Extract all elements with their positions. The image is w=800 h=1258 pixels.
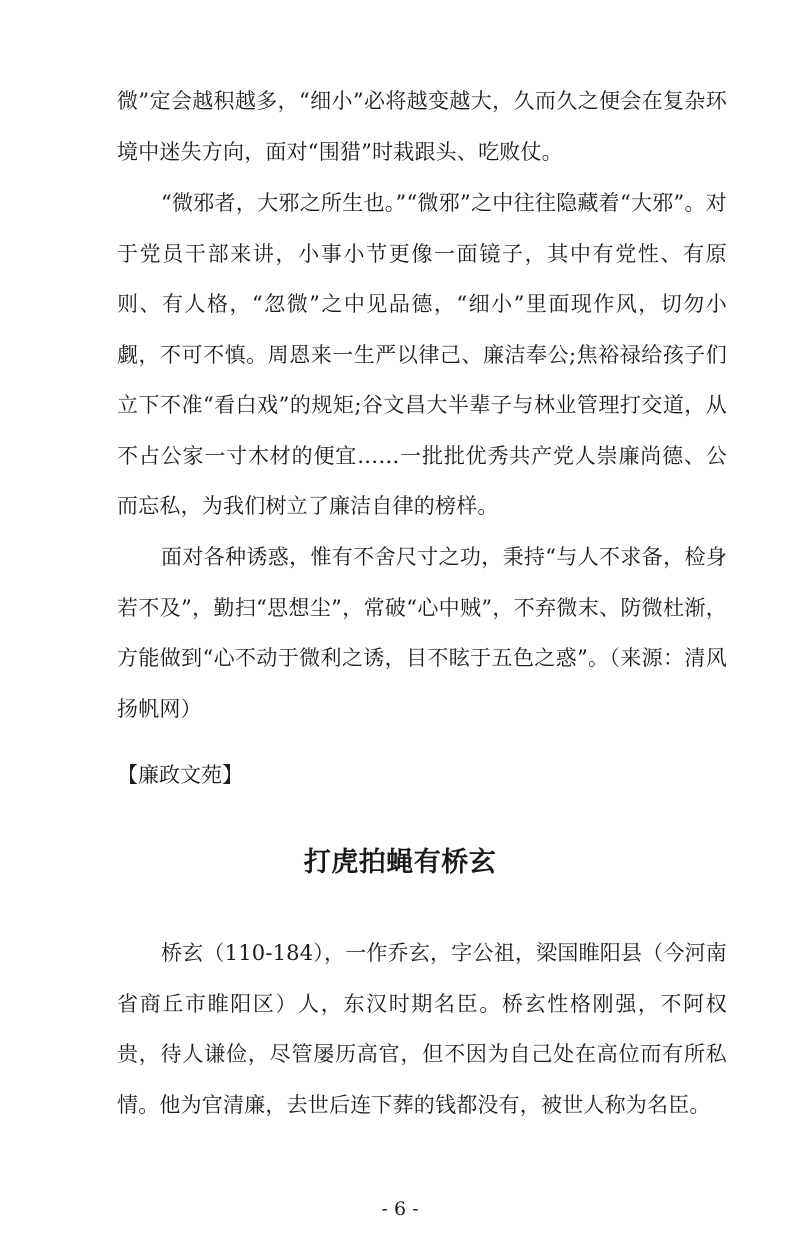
section-label: 【廉政文苑】 [117, 763, 243, 787]
page-number: - 6 - [381, 1198, 419, 1220]
body-paragraph-3: 面对各种诱惑，惟有不舍尺寸之功，秉持“与人不求备，检身若不及”，勤扫“思想尘”，常破“心中贼”，不弃微末、防微杜渐，方能做到“心不动于微利之诱，目不眩于五色之惑”。（来源：清风扬帆网） [117, 545, 727, 721]
article-title: 打虎拍蝇有桥玄 [303, 847, 497, 878]
body-paragraph-1: 微”定会越积越多，“细小”必将越变越大，久而久之便会在复杂环境中迷失方向，面对“围猎”时栽跟头、吃败仗。 [117, 89, 727, 164]
article-paragraph: 桥玄（110-184），一作乔玄，字公祖，梁国睢阳县（今河南省商丘市睢阳区）人，东汉时期名臣。桥玄性格刚强，不阿权贵，待人谦俭，尽管屡历高官，但不因为自己处在高位而有所私情。他为官清廉，去世后连下葬的钱都没有，被世人称为名臣。 [117, 941, 727, 1117]
body-paragraph-2: “微邪者，大邪之所生也。”“微邪”之中往往隐藏着“大邪”。对于党员干部来讲，小事小节更像一面镜子，其中有党性、有原则、有人格，“忽微”之中见品德，“细小”里面现作风，切勿小觑，不可不慎。周恩来一生严以律己、廉洁奉公;焦裕禄给孩子们立下不准“看白戏”的规矩;谷文昌大半辈子与林业管理打交道，从不占公家一寸木材的便宜……一批批优秀共产党人崇廉尚德、公而忘私，为我们树立了廉洁自律的榜样。 [117, 191, 727, 518]
